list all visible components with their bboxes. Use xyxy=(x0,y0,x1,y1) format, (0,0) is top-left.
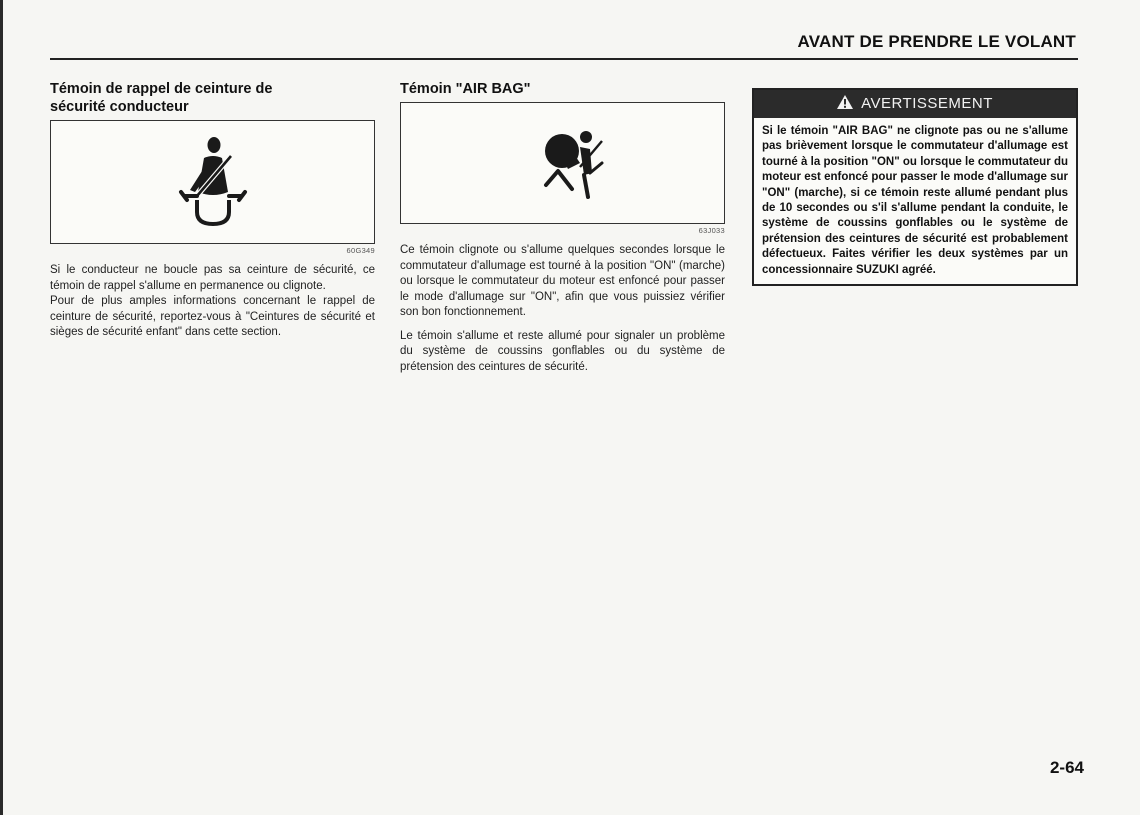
airbag-figure xyxy=(400,102,725,224)
warning-section xyxy=(752,80,1078,286)
airbag-indicator-section xyxy=(400,80,725,375)
title-line-2: sécurité conducteur xyxy=(50,99,189,115)
airbag-indicator-title: Témoin "AIR BAG" xyxy=(400,81,531,97)
warning-header xyxy=(754,90,1076,118)
warning-box xyxy=(752,88,1078,286)
seatbelt-warning-icon xyxy=(173,134,253,230)
warning-triangle-icon xyxy=(837,91,853,119)
paragraph: Pour de plus amples informations concernant le rappel de ceinture de sécurité, reportez-vous à "Ceintures de sécurité et sièges de sécurité enfant" dans cette section. xyxy=(50,295,375,338)
paragraph: Le témoin s'allume et reste allumé pour signaler un problème du système de coussins gonflables ou du système de prétension des ceintures de sécurité. xyxy=(400,329,725,373)
airbag-warning-icon xyxy=(532,123,622,203)
warning-text: Si le témoin "AIR BAG" ne clignote pas ou ne s'allume pas brièvement lorsque le commutateur d'allumage est tourné à la position "ON" ou lorsque le commutateur du moteur est enfoncé pour passer le mode d'allumage sur "ON" (marche), si ce témoin reste allumé pendant plus de 10 secondes ou s'il s'allume pendant la conduite, le système de coussins gonflables ou le système de prétension des ceintures de sécurité est probablement défectueux. Faites vérifier les deux systèmes par un concessionnaire SUZUKI agréé. xyxy=(762,125,1068,276)
paragraph: Ce témoin clignote ou s'allume quelques secondes lorsque le commutateur d'allumage est tourné à la position "ON" (marche) ou lorsque le commutateur du moteur est enfoncé pour passer le mode d'allumage sur "ON", afin que vous puissiez vérifier son bon fonctionnement. xyxy=(400,244,725,318)
figure-code: 63J033 xyxy=(698,226,725,235)
seatbelt-figure xyxy=(50,120,375,244)
figure-code: 60G349 xyxy=(346,246,375,255)
warning-heading: AVERTISSEMENT xyxy=(861,95,993,112)
seatbelt-reminder-section xyxy=(50,80,375,341)
page-edge xyxy=(0,0,3,815)
paragraph: Si le conducteur ne boucle pas sa ceinture de sécurité, ce témoin de rappel s'allume en permanence ou clignote. xyxy=(50,264,375,292)
seatbelt-reminder-title xyxy=(50,80,375,116)
title-line-1: Témoin de rappel de ceinture de xyxy=(50,81,273,97)
page-header xyxy=(50,30,1078,60)
page-number: 2-64 xyxy=(1049,758,1084,777)
section-title: AVANT DE PRENDRE LE VOLANT xyxy=(797,32,1076,51)
